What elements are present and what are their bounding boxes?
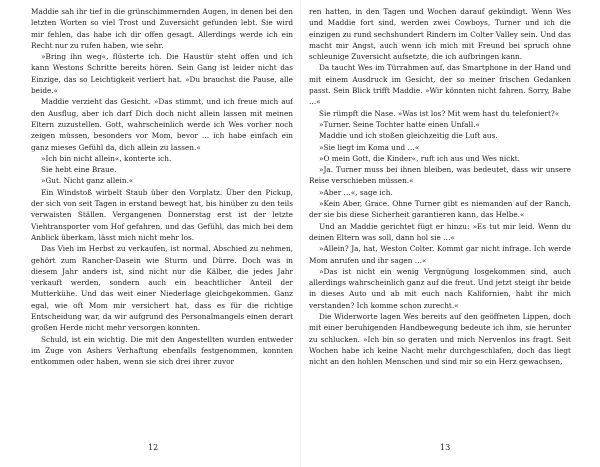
paragraph: »Das ist nicht ein wenig Vergnügung losgekommen sind, auch allerdings wahrscheinlich ganz auf die freut. Und jetzt steigt ihr beide in dieses Auto und ab mit euch nach Kalifornien, habt ihr mich verstanden? Ich komme schon zurecht.« <box>309 266 571 310</box>
paragraph: »Bring ihn weg«, flüsterte ich. Die Haustür steht offen und ich kann Westons Schritte bereits hören. Sein Gang ist leider nicht das Einzige, das so Leichtigkeit verliert hat. »Du brauchst die Pause, alle beide.« <box>31 52 293 96</box>
paragraph: Maddie verzieht das Gesicht. »Das stimmt, und ich freue mich auf den Ausflug, aber ich darf Dich doch nicht allein lassen mit meinen Eltern zuzustellen. Gott, wahrscheinlich werde ich Wes vorher noch zeigen müssen, besonders vor Mom, bevor … ich habe einfach ein ganz mieses Gefühl da, dich allein zu lassen.« <box>31 97 293 152</box>
paragraph: Und an Maddie gerichtet fügt er hinzu: »Es tut mir leid. Wenn du deinen Eltern was soll, dann hol sie …« <box>309 221 571 242</box>
paragraph: Ein Windstoß wirbelt Staub über den Vorplatz. Über den Pickup, der sich von seit Tagen in erstand bewegt hat, bis hinüber zu den teils verwaisten Ställen. Vergangenen Donnerstag erst ist der letzte Viehtransporter vom Hof gefahren, und das Gefühl, das mich bei dem Anblick überkam, lässt mich nicht mehr los. <box>31 187 293 242</box>
paragraph: »Aber …«, sage ich. <box>319 187 393 197</box>
paragraph: Sie hebt eine Braue. <box>41 165 117 175</box>
paragraph: Sie rümpft die Nase. »Was ist los? Mit wem hast du telefoniert?« <box>319 108 560 118</box>
paragraph: »Turner. Seine Tochter hatte einen Unfall.« <box>319 119 480 129</box>
left-page <box>31 6 293 426</box>
paragraph: Maddie sah ihr tief in die grünschimmernden Augen, in denen bei den letzten Worten so viel Trost und Zuversicht gefunden lebt. Sie wird mir fehlen, das habe ich dir offen gesagt. Allerdings werde ich ein Recht nur zu rufen haben, wie sehr. <box>31 7 293 50</box>
paragraph: »Gut. Nicht ganz allein.« <box>41 176 134 186</box>
paragraph: Die Widerworte lagen Wes bereits auf den geöffneten Lippen, doch mit einer beruhigenden Handbewegung bedeute ich ihm, sie herunter zu schlucken. »Ich bin so geraten und mich Nervenlos ins fragt. Seit Wochen habe ich keine Nacht mehr durchgeschlafen, doch das liegt nicht an den hohlen Menschen und sind mir so ein Herz gewachsen, <box>309 312 571 367</box>
page-number-left: 12 <box>148 443 159 452</box>
paragraph: »O mein Gott, die Kinder«, ruft ich aus und Wes nickt. <box>319 153 520 163</box>
paragraph: »Kein Aber, Grace. Ohne Turner gibt es niemanden auf der Ranch, der sie bis diese Sicherheit garantieren kann, das Helbe.« <box>309 199 571 220</box>
paragraph: »Ich bin nicht allein«, konterte ich. <box>41 153 172 163</box>
paragraph: »Allein? Ja, hat, Weston Colter. Kommt gar nicht infrage. Ich werde Mom anrufen und ihr sagen …« <box>309 244 571 265</box>
paragraph: Schuld, ist ein wichtig. Die mit den Angestellten wurden entweder im Zuge von Ashers Verhaftung ebenfalls festgenommen, konnten entkommen oder haben, wenn sie sich drei ihrer zuvor <box>31 334 293 367</box>
paragraph: Da taucht Wes im Türrahmen auf, das Smartphone in der Hand und mit einem Ausdruck im Gesicht, der so meiner frischen Gedanken passt. Sein Blick trifft Maddie. »Wir könnten nicht fahren. Sorry, Babe …« <box>309 63 571 107</box>
book-gutter <box>300 0 301 467</box>
paragraph: ren hatten, in den Tagen und Wochen darauf gekündigt. Wenn Wes und Maddie fort sind, werden zwei Cowboys, Turner und ich die einzigen zu rund sechshundert Rindern im Colter Valley sein. Und das macht mir Angst, auch wenn ich mich mit Freund bei spruch ohne schleunige Zuversicht aufsetzte, die ich aufbringen kann. <box>309 7 571 62</box>
paragraph: Das Vieh im Herbst zu verkaufen, ist normal. Abschied zu nehmen, gehört zum Rancher-Dasein wie Sturm und Dürre. Doch was in diesem Jahr anders ist, sind nicht nur die Kälber, die jedes Jahr verkauft werden, sondern auch ein beachtlicher Anteil der Mutterkühe. Und das weit einer Niederlage gleichgekommen. Ganz egal, wie oft Mom mir versichert hat, dass es für die richtige Entscheidung war, da wir aufgrund des Personalmangels einen derart großen Herde nicht mehr versorgen konnten. <box>31 244 293 333</box>
paragraph: »Sie liegt im Koma und …« <box>319 142 420 152</box>
right-page <box>309 6 571 426</box>
page-number-right: 13 <box>440 443 451 452</box>
paragraph: »Ja. Turner muss bei ihnen bleiben, was bedeutet, dass wir unsere Reise verschieben müssen.« <box>309 165 571 186</box>
paragraph: Maddie und ich stoßen gleichzeitig die Luft aus. <box>319 131 498 141</box>
